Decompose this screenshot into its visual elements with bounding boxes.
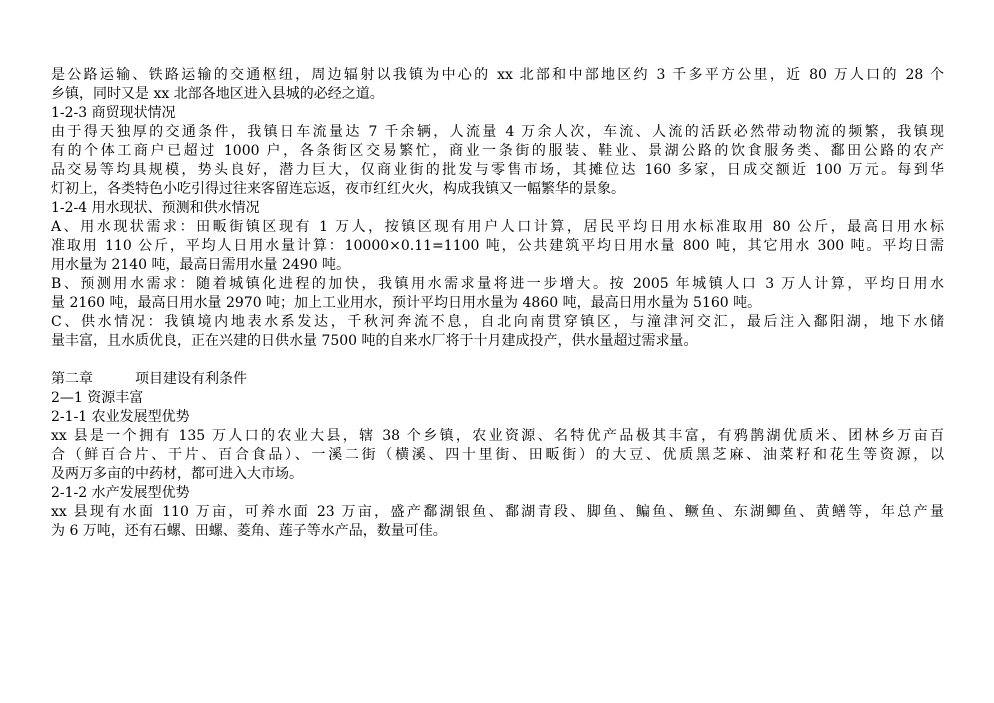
- chapter-title: 项目建设有利条件: [135, 371, 247, 387]
- paragraph-line: 及两万多亩的中药材，都可进入大市场。: [51, 466, 303, 482]
- paragraph-line: 灯初上，各类特色小吃引得过往来客留连忘返，夜市红红火火，构成我镇又一幅繁华的景象。: [51, 181, 625, 197]
- paragraph-line: 品交易等均具规模，势头良好，潜力巨大，仅商业街的批发与零售市场，其摊位达 160 多家，日成交额近 100 万元。每到华: [51, 162, 944, 178]
- document-page: [51, 66, 944, 541]
- section-heading-2-1: 2—1 资源丰富: [51, 390, 144, 406]
- blank-line: [51, 351, 944, 370]
- section-heading-1-2-4: 1-2-4 用水现状、预测和供水情况: [51, 200, 260, 216]
- paragraph-line: 由于得天独厚的交通条件，我镇日车流量达 7 千余辆，人流量 4 万余人次，车流、人流的活跃必然带动物流的频繁，我镇现: [51, 124, 944, 140]
- section-heading-2-1-1: 2-1-1 农业发展型优势: [51, 409, 190, 425]
- paragraph-line: 用水量为 2140 吨，最高日需用水量 2490 吨。: [51, 257, 351, 273]
- paragraph-line: 是公路运输、铁路运输的交通枢纽，周边辐射以我镇为中心的 xx 北部和中部地区约 3 千多平方公里，近 80 万人口的 28 个: [51, 67, 944, 83]
- paragraph-line: 准取用 110 公斤，平均人日用水量计算：10000×0.11=1100 吨，公共建筑平均日用水量 800 吨，其它用水 300 吨。平均日需: [51, 238, 944, 254]
- paragraph-line: 乡镇，同时又是 xx 北部各地区进入县城的必经之道。: [51, 86, 384, 102]
- paragraph-line: xx 县现有水面 110 万亩，可养水面 23 万亩，盛产鄱湖银鱼、鄱湖青段、脚鱼、鳊鱼、鳜鱼、东湖鲫鱼、黄鳝等，年总产量: [51, 504, 944, 520]
- paragraph-line: 量丰富，且水质优良，正在兴建的日供水量 7500 吨的自来水厂将于十月建成投产，供水量超过需求量。: [51, 333, 698, 349]
- chapter-heading: [51, 370, 944, 389]
- paragraph-line: 量 2160 吨，最高日用水量 2970 吨；加上工业用水，预计平均日用水量为 4860 吨，最高日用水量为 5160 吨。: [51, 295, 762, 311]
- paragraph-line: A、用水现状需求：田畈街镇区现有 1 万人，按镇区现有用户人口计算，居民平均日用水标准取用 80 公斤，最高日用水标: [51, 219, 944, 235]
- section-heading-2-1-2: 2-1-2 水产发展型优势: [51, 485, 190, 501]
- paragraph-line: 为 6 万吨，还有石螺、田螺、菱角、莲子等水产品，数量可佳。: [51, 523, 447, 539]
- section-heading-1-2-3: 1-2-3 商贸现状情况: [51, 105, 176, 121]
- paragraph-line: B、预测用水需求：随着城镇化进程的加快，我镇用水需求量将进一步增大。按 2005 年城镇人口 3 万人计算，平均日用水: [51, 276, 944, 292]
- paragraph-line: 合（鲜百合片、干片、百合食品）、一溪二街（横溪、四十里街、田畈街）的大豆、优质黑芝麻、油菜籽和花生等资源，以: [51, 447, 944, 463]
- chapter-number: 第二章: [51, 371, 93, 387]
- paragraph-line: C、供水情况：我镇境内地表水系发达，千秋河奔流不息，自北向南贯穿镇区，与潼津河交汇，最后注入鄱阳湖，地下水储: [51, 314, 944, 330]
- paragraph-line: xx 县是一个拥有 135 万人口的农业大县，辖 38 个乡镇，农业资源、名特优产品极其丰富，有鸦鹊湖优质米、团林乡万亩百: [51, 428, 944, 444]
- paragraph-line: 有的个体工商户已超过 1000 户，各条街区交易繁忙，商业一条街的服装、鞋业、景湖公路的饮食服务类、鄱田公路的农产: [51, 143, 944, 159]
